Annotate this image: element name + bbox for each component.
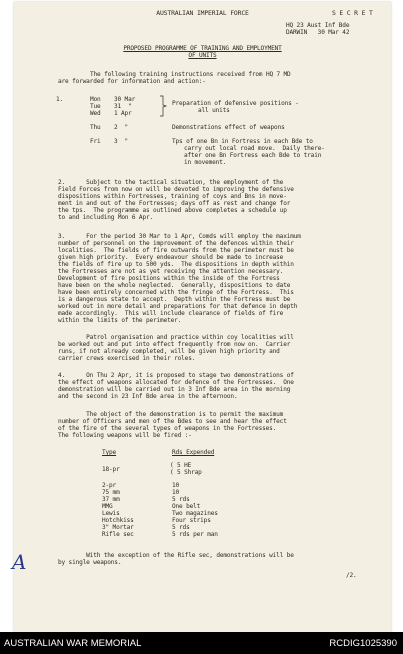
para3-line: Development of fire positions within the inside of the Fortress [58, 275, 280, 282]
schedule-activity: Preparation of defensive positions - [172, 100, 299, 107]
schedule-date: 30 Mar [114, 96, 136, 103]
para3-line: within the limits of the perimeter. [58, 317, 182, 324]
table-cell-rds: Four strips [172, 517, 211, 524]
schedule-day: Mon [90, 96, 101, 103]
table-cell-type: Rifle sec [102, 531, 134, 538]
table-cell-type: 18-pr [102, 466, 120, 473]
table-cell-rds: Two magazines [172, 510, 218, 517]
schedule-activity: Tps of one Bn in Fortress in each Bde to [172, 138, 313, 145]
para2-line: dispositions within Fortresses, training of coys and Bns in move- [58, 193, 287, 200]
schedule-date: 3 " [114, 138, 129, 145]
schedule-day: Fri [90, 138, 101, 145]
table-cell-rds: 5 rds [172, 524, 190, 531]
closing-line: by single weapons. [58, 559, 122, 566]
para3b-line: be worked out and put into effect frequently from now on. Carrier [58, 341, 291, 348]
table-cell-type: 75 mm [102, 489, 120, 496]
table-cell-type: Hotchkiss [102, 517, 134, 524]
para3-line: localities. The fields of fire outwards from the perimeter must be [58, 247, 294, 254]
para3b-line: carrier crews exercised in their roles. [58, 355, 196, 362]
schedule-date: 1 Apr [114, 110, 132, 117]
classification-stamp: S E C R E T [332, 9, 373, 17]
archive-footer-bar [0, 632, 403, 654]
schedule-brace [158, 95, 168, 117]
para2-line: to and including Mon 6 Apr. [58, 214, 154, 221]
table-cell-type: MMG [102, 503, 113, 510]
para3-line: have been entirely concerned with the fringe of the Fortress. This [58, 289, 294, 296]
archive-name: AUSTRALIAN WAR MEMORIAL [4, 638, 142, 649]
table-cell-type: 3" Mortar [102, 524, 134, 531]
table-cell-rds: ( 5 HE [170, 462, 192, 469]
place-date: DARWIN 30 Mar 42 [286, 29, 350, 36]
next-page-marker: /2. [346, 572, 357, 579]
schedule-activity-cont: after one Bn Fortress each Bde to train [184, 152, 322, 159]
para4-line: demonstration will be carried out in 3 Inf Bde area in the morning [58, 386, 291, 393]
closing-line: With the exception of the Rifle sec, demonstrations will be [58, 552, 294, 559]
handwritten-margin-mark: A [12, 550, 27, 574]
para2-line: Field Forces from now on will be devoted to improving the defensive [58, 186, 294, 193]
table-cell-rds: ( 5 Shrap [170, 469, 202, 476]
para4-line: and the second in 23 Inf Bde area in the afternoon. [58, 393, 238, 400]
header-title: AUSTRALIAN IMPERIAL FORCE [156, 9, 249, 17]
schedule-activity: all units [198, 107, 230, 114]
para3-line: worked out in more detail and preparations for that defence in depth [58, 303, 298, 310]
para2-line: ment in and out of the Fortresses; days off as rest and change for [58, 200, 291, 207]
para4b-line: The following weapons will be fired :- [58, 432, 192, 439]
schedule-activity-cont: in movement. [184, 159, 227, 166]
para3-line: number of personnel on the improvement of the defences within their [58, 240, 294, 247]
document-page [14, 2, 391, 632]
table-header-rds: Rds Expended [172, 449, 215, 456]
para2-line: the tps. The programme as outlined above completes a schedule up [58, 207, 287, 214]
para4b-line: The object of the demonstration is to permit the maximum [58, 411, 284, 418]
doc-title-line2: OF UNITS [188, 52, 217, 59]
table-cell-rds: 5 rds per man [172, 531, 218, 538]
para4b-line: number of Officers and men of the Bdes to see and hear the effect [58, 418, 287, 425]
para3-line: given high priority. Every endeavour should be made to increase [58, 254, 284, 261]
table-header-type: Type [102, 449, 117, 456]
intro-line2: are forwarded for information and action:- [58, 78, 206, 85]
schedule-day: Wed [90, 110, 101, 117]
para2-line: 2. Subject to the tactical situation, the employment of the [58, 179, 284, 186]
para3b-line: Patrol organisation and practice within coy localities will [58, 334, 294, 341]
schedule-date: 2 " [114, 124, 129, 131]
para3-line: the fields of fire up to 500 yds. The dispositions in depth within [58, 261, 294, 268]
para3-line: made accordingly. This will include clearance of fields of fire [58, 310, 284, 317]
table-cell-type: 37 mm [102, 496, 120, 503]
archive-id: RCDIG1025390 [329, 638, 397, 649]
para4-line: 4. On Thu 2 Apr, it is proposed to stage two demonstrations of [58, 372, 294, 379]
schedule-date: 31 " [114, 103, 132, 110]
schedule-activity: Demonstrations effect of weapons [172, 124, 285, 131]
para3b-line: runs, if not already completed, will be given high priority and [58, 348, 280, 355]
table-cell-rds: 10 [172, 482, 180, 489]
schedule-day: Tue [90, 103, 101, 110]
table-cell-rds: 10 [172, 489, 180, 496]
table-cell-type: 2-pr [102, 482, 117, 489]
table-cell-type: Lewis [102, 510, 120, 517]
schedule-activity-cont: carry out local road move. Daily there- [184, 145, 325, 152]
para3-line: the Fortresses are not as yet receiving the attention necessary. [58, 268, 284, 275]
para3-line: 3. For the period 30 Mar to 1 Apr, Comds will employ the maximum [58, 233, 301, 240]
table-cell-rds: One belt [172, 503, 201, 510]
intro-line1: The following training instructions received from HQ 7 MD [90, 71, 291, 78]
table-cell-rds: 5 rds [172, 496, 190, 503]
para4-line: the effect of weapons allocated for defence of the Fortresses. One [58, 379, 294, 386]
para4b-line: of the fire of the several types of weapons in the Fortresses. [58, 425, 277, 432]
para3-line: is a dangerous state to accept. Depth within the Fortress must be [58, 296, 291, 303]
para1-number: 1. [56, 96, 64, 103]
doc-title-line1: PROPOSED PROGRAMME OF TRAINING AND EMPLOYMENT [123, 45, 282, 52]
schedule-day: Thu [90, 124, 101, 131]
para3-line: have been on the whole neglected. Generally, dispositions to date [58, 282, 291, 289]
hq-line: HQ 23 Aust Inf Bde [286, 22, 350, 29]
